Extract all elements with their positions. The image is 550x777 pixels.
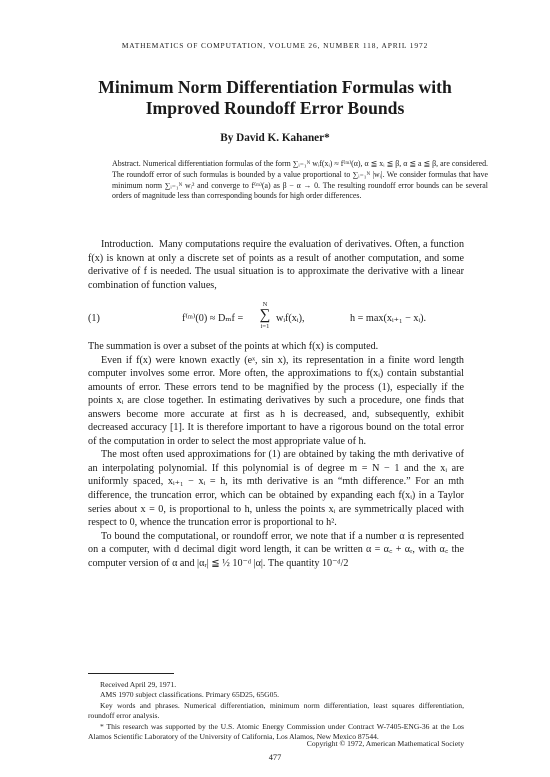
- summation: [258, 301, 272, 330]
- abstract-text: Numerical differentiation formulas of the form ∑ᵢ₌₁ᴺ wᵢf(xᵢ) ≈ f⁽ᵐ⁾(α), α ≦ xᵢ ≦ β, α ≦ a ≦ β, are considered. The roundoff error of such formulas is bounded by a value proportional to ∑ᵢ₌₁ᴺ |wᵢ|. We consider formulas that have minimum norm ∑ᵢ₌₁ᴺ wᵢ² and converge to f⁽ᵐ⁾(a) as β − α → 0. The resulting roundoff error bounds can be several orders of magnitude less than corresponding bounds for high order differences.: [112, 159, 488, 201]
- abstract: [112, 159, 488, 202]
- summation-lower-limit: i=1: [260, 323, 270, 330]
- paper-title: [0, 77, 550, 119]
- footnote-rule: [88, 673, 174, 674]
- summation-symbol: ∑: [259, 307, 271, 323]
- footnote-ams: AMS 1970 subject classifications. Primary 65D25, 65G05.: [100, 690, 280, 700]
- equation-left-side: f⁽ᵐ⁾(0) ≈ Dₘf =: [182, 313, 244, 324]
- running-head: MATHEMATICS OF COMPUTATION, VOLUME 26, NUMBER 118, APRIL 1972: [121, 41, 429, 50]
- intro-block: [88, 238, 464, 292]
- footnote-received: Received April 29, 1971.: [100, 680, 177, 689]
- title-line-2: Improved Roundoff Error Bounds: [145, 98, 405, 118]
- body-text: [88, 340, 464, 570]
- paragraph-1: Many computations require the evaluation of derivatives. Often, a function f(x) is known at only a discrete set of points as a result of another computation, and some derivative of f is needed. The usual situation is to approximate the derivative with a linear combination of function values,: [88, 239, 465, 291]
- equation-number: (1): [88, 313, 100, 324]
- author-byline: By David K. Kahaner*: [220, 132, 330, 144]
- equation-1: [88, 301, 464, 333]
- footnote-keywords: Key words and phrases. Numerical differentiation, minimum norm differentiation, least squares differentiation, roundoff error analysis.: [88, 700, 464, 721]
- equation-h-definition: h = max(xᵢ₊₁ − xᵢ).: [350, 313, 427, 324]
- intro-paragraph: [88, 238, 464, 292]
- footnote-support: * This research was supported by the U.S. Atomic Energy Commission under Contract W-7405-ENG-36 at the Los Alamos Scientific Laboratory of the University of California, Los Alamos, New Mexico 87544.: [88, 721, 464, 742]
- footnotes: [88, 680, 464, 742]
- page-number: 477: [268, 753, 282, 762]
- paragraph-5: To bound the computational, or roundoff error, we note that if a number α is represented on a computer, with d decimal digit word length, it can be written α = α꜀ + αᵣ, with α꜀ the computer version of α and |αᵣ| ≦ ½ 10⁻ᵈ |α|. The quantity 10⁻ᵈ/2: [88, 530, 464, 569]
- copyright-notice: Copyright © 1972, American Mathematical Society: [306, 739, 464, 748]
- summation-upper-limit: N: [262, 301, 268, 308]
- equation-right-side: wᵢf(xᵢ),: [276, 313, 305, 324]
- paragraph-3: Even if f(x) were known exactly (eˣ, sin x), its representation in a finite word length computer involves some error. More often, the approximations to f(xᵢ) contain substantial amounts of error. These errors tend to be magnified by the process (1), especially if the points xᵢ are close together. In estimating derivatives by such a procedure, one finds that answers become more accurate at first as h is decreased, and, subsequently, exhibit decreased accuracy [1]. It is therefore important to have a rigorous bound on the total error of the computation in order to select the most appropriate value of h.: [88, 354, 464, 447]
- paragraph-4: The most often used approximations for (1) are obtained by taking the mth derivative of an interpolating polynomial. If this polynomial is of degree m = N − 1 and the xᵢ are uniformly spaced, xᵢ₊₁ − xᵢ = h, its mth derivative is an “mth difference.” For an mth difference, the truncation error, which can be obtained by expanding each f(xᵢ) in a Taylor series about x = 0, is proportional to h, unless the points xᵢ are symmetrically placed with respect to 0, whence the truncation error is proportional to h².: [88, 449, 464, 529]
- intro-heading: Introduction.: [101, 239, 154, 250]
- title-line-1: Minimum Norm Differentiation Formulas with: [98, 77, 452, 97]
- paragraph-2: The summation is over a subset of the points at which f(x) is computed.: [88, 341, 379, 352]
- abstract-label: Abstract.: [112, 159, 141, 168]
